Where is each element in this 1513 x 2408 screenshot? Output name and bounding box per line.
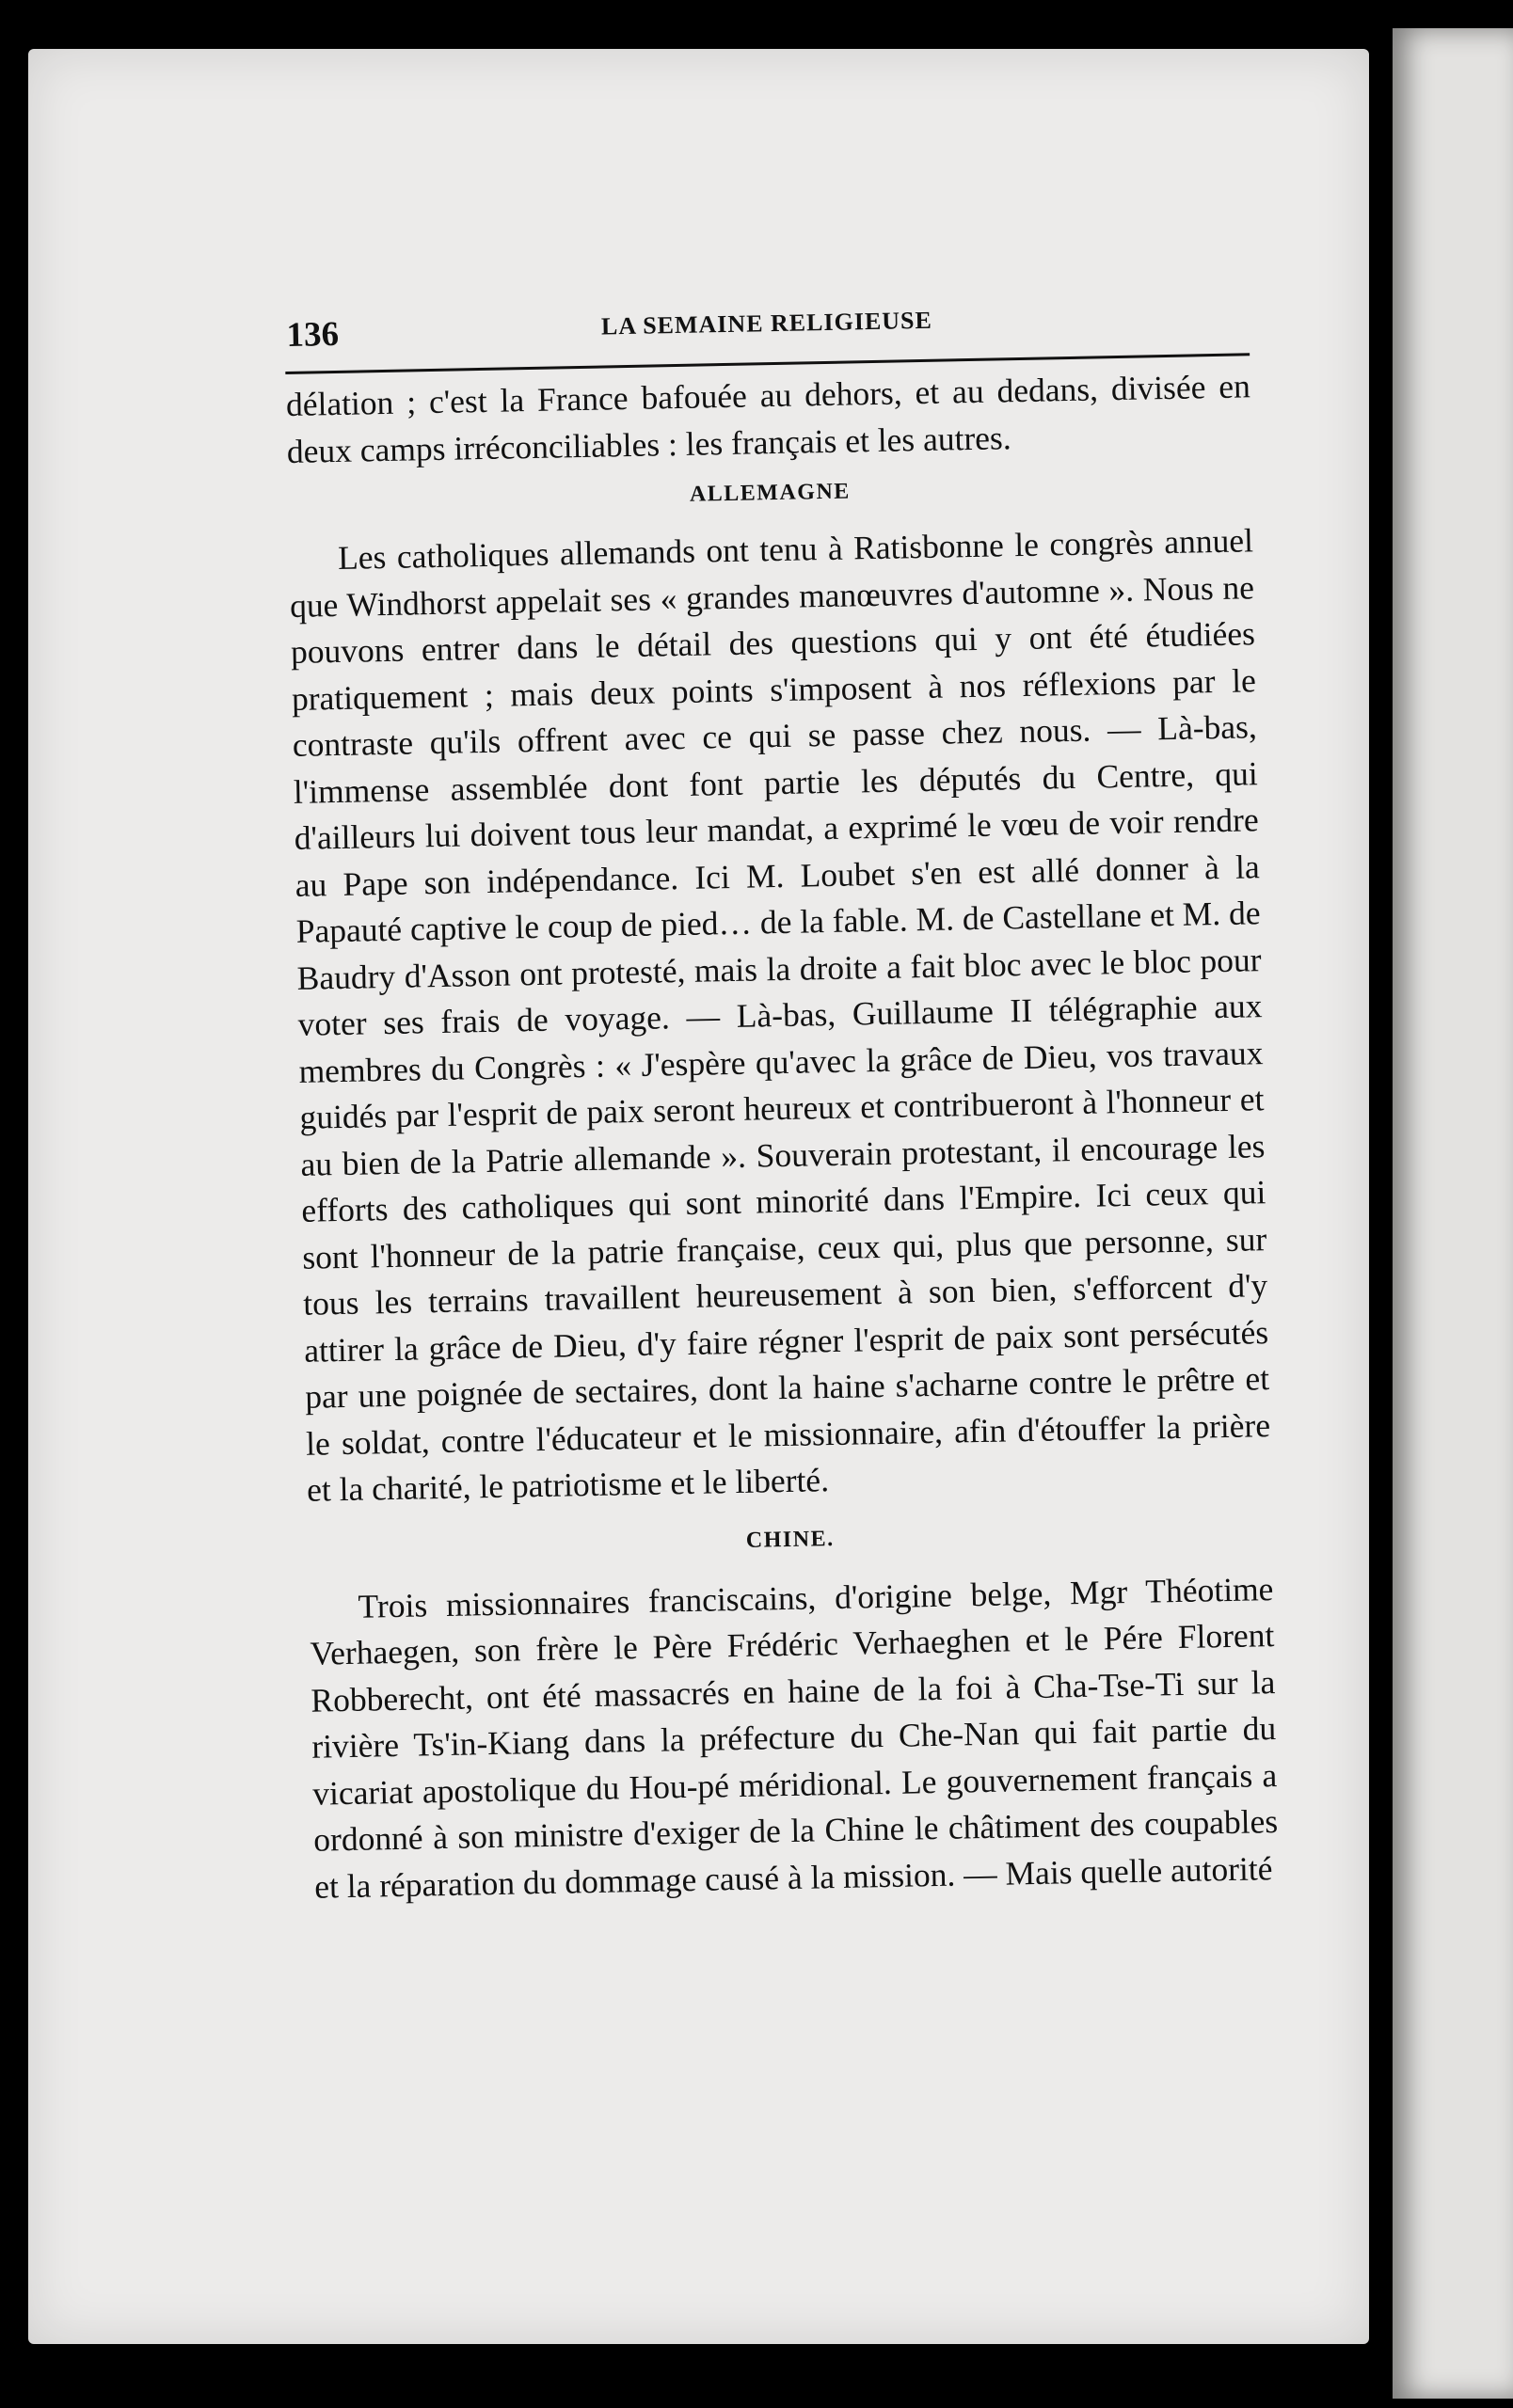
adjacent-page-edge [1393, 28, 1513, 2399]
chine-paragraph: Trois missionnaires franciscains, d'origine belge, Mgr Théotime Verhaegen, son frère le Père Frédéric Verhaeghen et le Pére Florent Robberecht, ont été massacrés en haine de la foi à Cha-Tse-Ti sur la rivière Ts'in-Kiang dans la préfecture du Che-Nan qui fait partie du vicariat apostolique du Hou-pé méridional. Le gouvernement français a ordonné à son ministre d'exiger de la Chine le châtiment des coupables et la réparation du dommage causé à la mission. — Mais quelle autorité [310, 1569, 1279, 1906]
running-head-title: LA SEMAINE RELIGIEUSE [600, 306, 933, 341]
text-block [284, 289, 1280, 1909]
allemagne-paragraph: Les catholiques allemands ont tenu à Ratisbonne le congrès annuel que Windhorst appelait ses « grandes manœuvres d'automne ». Nous ne pouvons entrer dans le détail des questions qui y ont été étudiées pratiquement ; mais deux points s'imposent à nos réflexions par le contraste qu'ils offrent avec ce qui se passe chez nous. — Là-bas, l'immense assemblée dont font partie les députés du Centre, qui d'ailleurs lui doivent tous leur mandat, a exprimé le vœu de voir rendre au Pape son indépendance. Ici M. Loubet s'en est allé donner à la Papauté captive le coup de pied… de la fable. M. de Castellane et M. de Baudry d'Asson ont protesté, mais la droite a fait bloc avec le bloc pour voter ses frais de voyage. — Là-bas, Guillaume II télégraphie aux membres du Congrès : « J'espère qu'avec la grâce de Dieu, vos travaux guidés par l'esprit de paix seront heureux et contribueront à l'honneur et au bien de la Patrie allemande ». Souverain protestant, il encourage les efforts des catholiques qui sont minorité dans l'Empire. Ici ceux qui sont l'honneur de la patrie française, ceux qui, plus que personne, sur tous les terrains travaillent heureusement à son bien, s'efforcent d'y attirer la grâce de Dieu, d'y faire régner l'esprit de paix sont persécutés par une poignée de sectaires, dont la haine s'acharne contre le prêtre et le soldat, contre l'éducateur et le missionnaire, afin d'étouffer la prière et la charité, le patriotisme et le liberté. [289, 521, 1271, 1509]
book-page [28, 49, 1369, 2344]
running-head [284, 289, 1250, 355]
section-heading-chine: CHINE. [745, 1526, 835, 1553]
section-heading-allemagne: ALLEMAGNE [689, 479, 852, 507]
page-number: 136 [286, 314, 340, 355]
intro-paragraph: délation ; c'est la France bafouée au dehors, et au dedans, divisée en deux camps irréconciliables : les français et les autres. [285, 367, 1251, 470]
